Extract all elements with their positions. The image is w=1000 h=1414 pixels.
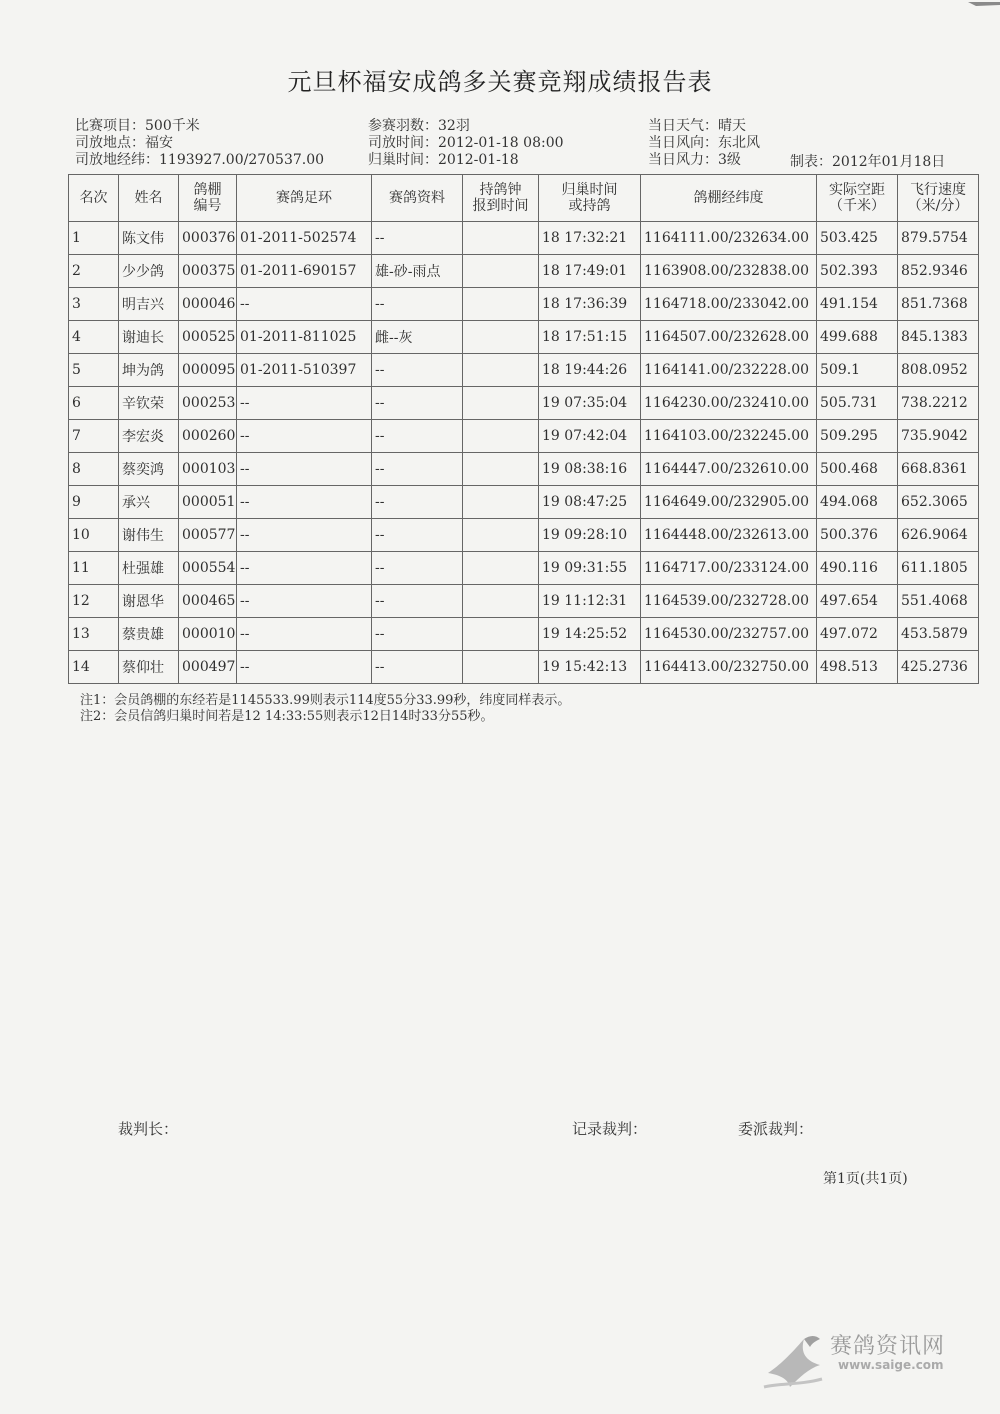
table-cell: 7: [69, 420, 119, 453]
table-cell: 808.0952: [898, 354, 979, 387]
table-cell: 19 11:12:31: [539, 585, 641, 618]
table-cell: 505.731: [817, 387, 898, 420]
table-cell: 11: [69, 552, 119, 585]
table-cell: 000554: [179, 552, 237, 585]
table-cell: 000253: [179, 387, 237, 420]
table-cell: 494.068: [817, 486, 898, 519]
meta-left-block: [75, 118, 324, 169]
table-cell: --: [237, 585, 372, 618]
table-cell: 18 17:36:39: [539, 288, 641, 321]
table-cell: 10: [69, 519, 119, 552]
table-cell: 611.1805: [898, 552, 979, 585]
column-header: 归巢时间 或持鸽: [539, 175, 641, 222]
table-cell: 19 09:31:55: [539, 552, 641, 585]
table-cell: 000465: [179, 585, 237, 618]
column-header: 鸽棚经纬度: [641, 175, 817, 222]
table-row: [69, 288, 979, 321]
table-cell: 000376: [179, 222, 237, 255]
table-cell: [463, 552, 539, 585]
table-cell: 19 07:35:04: [539, 387, 641, 420]
table-cell: --: [372, 453, 463, 486]
table-cell: --: [237, 453, 372, 486]
table-cell: --: [372, 651, 463, 684]
table-row: [69, 354, 979, 387]
results-table: [68, 174, 979, 684]
table-cell: 19 08:47:25: [539, 486, 641, 519]
meta-value: 2012-01-18 08:00: [438, 135, 564, 151]
table-cell: [463, 321, 539, 354]
table-cell: 4: [69, 321, 119, 354]
table-cell: 谢恩华: [119, 585, 179, 618]
table-cell: 491.154: [817, 288, 898, 321]
table-cell: --: [372, 519, 463, 552]
table-cell: 490.116: [817, 552, 898, 585]
table-cell: --: [237, 519, 372, 552]
meta-value: 1193927.00/270537.00: [159, 152, 325, 168]
meta-value: 500千米: [145, 118, 200, 134]
header-row: [69, 175, 979, 222]
table-cell: 000051: [179, 486, 237, 519]
table-cell: 1164141.00/232228.00: [641, 354, 817, 387]
table-cell: 陈文伟: [119, 222, 179, 255]
table-cell: --: [237, 387, 372, 420]
column-header: 持鸽钟 报到时间: [463, 175, 539, 222]
meta-item: [75, 152, 324, 169]
table-cell: 668.8361: [898, 453, 979, 486]
table-cell: 坤为鸽: [119, 354, 179, 387]
table-row: [69, 486, 979, 519]
table-cell: 000046: [179, 288, 237, 321]
table-cell: 1164530.00/232757.00: [641, 618, 817, 651]
table-cell: 2: [69, 255, 119, 288]
table-cell: 1164103.00/232245.00: [641, 420, 817, 453]
table-cell: 1164507.00/232628.00: [641, 321, 817, 354]
table-cell: [463, 255, 539, 288]
table-cell: 01-2011-510397: [237, 354, 372, 387]
table-cell: 845.1383: [898, 321, 979, 354]
table-cell: --: [237, 420, 372, 453]
column-header: 鸽棚 编号: [179, 175, 237, 222]
report-title: 元旦杯福安成鸽多关赛竞翔成绩报告表: [287, 68, 713, 96]
table-cell: 738.2212: [898, 387, 979, 420]
meta-value: 3级: [718, 152, 741, 168]
notes-block: [80, 693, 570, 725]
meta-item: [648, 152, 760, 169]
table-cell: 626.9064: [898, 519, 979, 552]
table-cell: 18 17:32:21: [539, 222, 641, 255]
table-cell: 雌--灰: [372, 321, 463, 354]
table-cell: --: [372, 552, 463, 585]
table-cell: 000103: [179, 453, 237, 486]
table-cell: 19 07:42:04: [539, 420, 641, 453]
table-cell: 19 14:25:52: [539, 618, 641, 651]
column-header: 飞行速度 （米/分）: [898, 175, 979, 222]
table-cell: --: [372, 354, 463, 387]
note-1: 注1：会员鸽棚的东经若是1145533.99则表示114度55分33.99秒，纬度同样表示。: [80, 693, 571, 708]
table-cell: 000525: [179, 321, 237, 354]
pigeon-logo-icon: [760, 1325, 830, 1397]
meta-value: 福安: [145, 135, 173, 151]
table-cell: [463, 651, 539, 684]
table-row: [69, 420, 979, 453]
table-cell: 500.468: [817, 453, 898, 486]
table-cell: --: [372, 387, 463, 420]
table-cell: 1164718.00/233042.00: [641, 288, 817, 321]
table-cell: --: [237, 618, 372, 651]
prepared-value: 2012年01月18日: [832, 154, 946, 170]
table-cell: 14: [69, 651, 119, 684]
table-cell: 503.425: [817, 222, 898, 255]
table-cell: 1164230.00/232410.00: [641, 387, 817, 420]
table-cell: 谢伟生: [119, 519, 179, 552]
table-cell: 1163908.00/232838.00: [641, 255, 817, 288]
watermark-url: www.saige.com: [838, 1358, 944, 1372]
table-cell: 谢迪长: [119, 321, 179, 354]
table-cell: [463, 288, 539, 321]
table-row: [69, 222, 979, 255]
table-cell: 01-2011-502574: [237, 222, 372, 255]
prepared-date: [790, 151, 945, 171]
table-cell: 承兴: [119, 486, 179, 519]
table-cell: [463, 486, 539, 519]
table-row: [69, 255, 979, 288]
table-cell: 1164649.00/232905.00: [641, 486, 817, 519]
meta-label: 当日风力：: [648, 152, 718, 168]
column-header: 实际空距 （千米）: [817, 175, 898, 222]
table-cell: 李宏炎: [119, 420, 179, 453]
table-cell: 8: [69, 453, 119, 486]
table-cell: 000497: [179, 651, 237, 684]
table-cell: 852.9346: [898, 255, 979, 288]
meta-item: [75, 118, 324, 135]
table-cell: 6: [69, 387, 119, 420]
page-number: 第1页(共1页): [823, 1171, 908, 1187]
table-cell: 辛钦荣: [119, 387, 179, 420]
meta-label: 参赛羽数：: [368, 118, 438, 134]
table-cell: --: [372, 420, 463, 453]
meta-label: 司放地经纬：: [75, 152, 159, 168]
watermark: [760, 1325, 970, 1397]
table-cell: --: [372, 618, 463, 651]
table-cell: --: [372, 486, 463, 519]
table-cell: --: [237, 552, 372, 585]
table-cell: 18 17:51:15: [539, 321, 641, 354]
column-header: 名次: [69, 175, 119, 222]
table-cell: 499.688: [817, 321, 898, 354]
table-cell: 明吉兴: [119, 288, 179, 321]
table-body: [69, 222, 979, 684]
table-cell: 851.7368: [898, 288, 979, 321]
meta-value: 晴天: [718, 118, 746, 134]
table-cell: 01-2011-690157: [237, 255, 372, 288]
table-cell: 19 09:28:10: [539, 519, 641, 552]
table-cell: 1164447.00/232610.00: [641, 453, 817, 486]
table-cell: 杜强雄: [119, 552, 179, 585]
column-header: 姓名: [119, 175, 179, 222]
meta-item: [648, 118, 760, 135]
meta-item: [368, 118, 564, 135]
table-cell: [463, 222, 539, 255]
table-cell: 000260: [179, 420, 237, 453]
table-cell: 000577: [179, 519, 237, 552]
meta-item: [368, 152, 564, 169]
table-cell: 蔡奕鸿: [119, 453, 179, 486]
table-row: [69, 387, 979, 420]
table-cell: 1164448.00/232613.00: [641, 519, 817, 552]
watermark-text: 赛鸽资讯网: [830, 1334, 946, 1359]
table-cell: [463, 387, 539, 420]
column-header: 赛鸽足环: [237, 175, 372, 222]
table-cell: 9: [69, 486, 119, 519]
table-cell: 01-2011-811025: [237, 321, 372, 354]
dispatch-judge-signature: 委派裁判：: [738, 1120, 814, 1138]
table-row: [69, 453, 979, 486]
table-cell: --: [237, 288, 372, 321]
table-cell: 498.513: [817, 651, 898, 684]
table-cell: [463, 519, 539, 552]
table-cell: 502.393: [817, 255, 898, 288]
table-cell: --: [372, 288, 463, 321]
meta-label: 司放时间：: [368, 135, 438, 151]
table-cell: 735.9042: [898, 420, 979, 453]
table-cell: [463, 618, 539, 651]
table-cell: 5: [69, 354, 119, 387]
meta-item: [75, 135, 324, 152]
table-cell: 500.376: [817, 519, 898, 552]
table-row: [69, 321, 979, 354]
table-cell: 453.5879: [898, 618, 979, 651]
table-cell: 19 08:38:16: [539, 453, 641, 486]
table-cell: 19 15:42:13: [539, 651, 641, 684]
meta-label: 比赛项目：: [75, 118, 145, 134]
table-row: [69, 519, 979, 552]
table-row: [69, 552, 979, 585]
table-cell: 12: [69, 585, 119, 618]
table-cell: 425.2736: [898, 651, 979, 684]
meta-value: 32羽: [438, 118, 470, 134]
meta-value: 2012-01-18: [438, 152, 519, 168]
note-2: 注2：会员信鸽归巢时间若是12 14:33:55则表示12日14时33分55秒。: [80, 709, 494, 724]
chief-judge-signature: 裁判长：: [118, 1120, 179, 1138]
table-cell: 509.1: [817, 354, 898, 387]
meta-label: 当日风向：: [648, 135, 718, 151]
meta-label: 当日天气：: [648, 118, 718, 134]
table-cell: 蔡仰壮: [119, 651, 179, 684]
table-cell: [463, 453, 539, 486]
table-cell: 551.4068: [898, 585, 979, 618]
table-cell: 000010: [179, 618, 237, 651]
meta-label: 司放地点：: [75, 135, 145, 151]
column-header: 赛鸽资料: [372, 175, 463, 222]
meta-middle-block: [368, 118, 564, 169]
table-cell: 雄-砂-雨点: [372, 255, 463, 288]
meta-value: 东北风: [718, 135, 760, 151]
table-cell: 1164413.00/232750.00: [641, 651, 817, 684]
corner-mark-icon: [960, 0, 1000, 12]
table-cell: 少少鸽: [119, 255, 179, 288]
table-cell: 18 17:49:01: [539, 255, 641, 288]
table-cell: [463, 354, 539, 387]
meta-label: 归巢时间：: [368, 152, 438, 168]
meta-item: [648, 135, 760, 152]
table-cell: [463, 420, 539, 453]
prepared-label: 制表：: [790, 154, 832, 170]
table-cell: 652.3065: [898, 486, 979, 519]
table-row: [69, 651, 979, 684]
table-cell: 879.5754: [898, 222, 979, 255]
table-cell: 1164539.00/232728.00: [641, 585, 817, 618]
meta-item: [368, 135, 564, 152]
table-cell: 509.295: [817, 420, 898, 453]
table-cell: --: [237, 486, 372, 519]
table-cell: 13: [69, 618, 119, 651]
record-judge-signature: 记录裁判：: [572, 1120, 648, 1138]
table-cell: --: [372, 585, 463, 618]
table-cell: --: [237, 651, 372, 684]
table-cell: 3: [69, 288, 119, 321]
table-row: [69, 618, 979, 651]
table-cell: --: [372, 222, 463, 255]
meta-right-block: [648, 118, 760, 169]
table-cell: 1: [69, 222, 119, 255]
table-cell: [463, 585, 539, 618]
table-row: [69, 585, 979, 618]
table-cell: 蔡贵雄: [119, 618, 179, 651]
table-cell: 1164717.00/233124.00: [641, 552, 817, 585]
table-cell: 000375: [179, 255, 237, 288]
table-cell: 18 19:44:26: [539, 354, 641, 387]
table-cell: 497.072: [817, 618, 898, 651]
table-cell: 000095: [179, 354, 237, 387]
table-cell: 497.654: [817, 585, 898, 618]
table-cell: 1164111.00/232634.00: [641, 222, 817, 255]
